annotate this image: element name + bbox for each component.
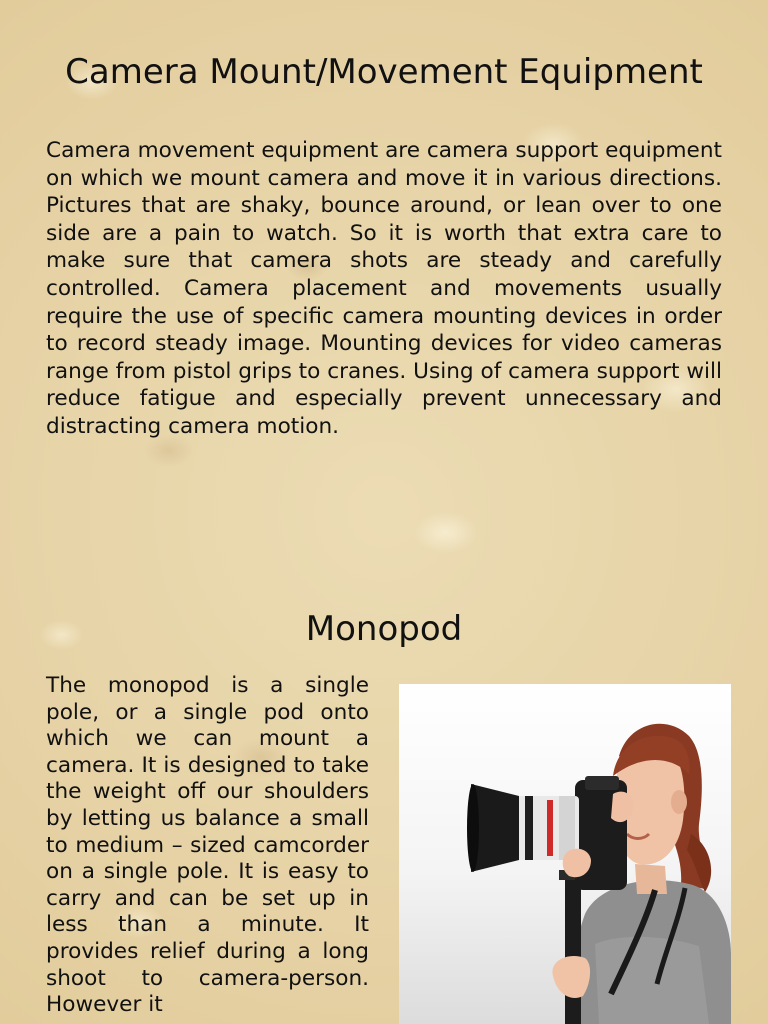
intro-paragraph: Camera movement equipment are camera support equipment on which we mount camera and move it in various directions. Pictures that are shaky, bounce around, or lean over to one side are a pain to watch. So it is worth that extra care to make sure that camera shots are steady and carefully controlled. Camera placement and movements usually require the use of specific camera mounting devices in order to record steady image. Mounting devices for video cameras range from pistol grips to cranes. Using of camera support will reduce fatigue and especially prevent unnecessary and distracting camera motion. <box>46 138 722 439</box>
monopod-heading: Monopod <box>305 609 463 649</box>
slide-title: Camera Mount/Movement Equipment <box>65 52 703 92</box>
girl-with-camera-illustration <box>399 684 731 1024</box>
monopod-paragraph: The monopod is a single pole, or a single pod onto which we can mount a camera. It is designed to take the weight off our shoulders by letting us balance a small to medium – sized camcorder on a single pole. It is easy to carry and can be set up in less than a minute. It provides relief during a long shoot to camera-person. However it <box>46 673 369 1018</box>
monopod-photo <box>399 684 731 1024</box>
